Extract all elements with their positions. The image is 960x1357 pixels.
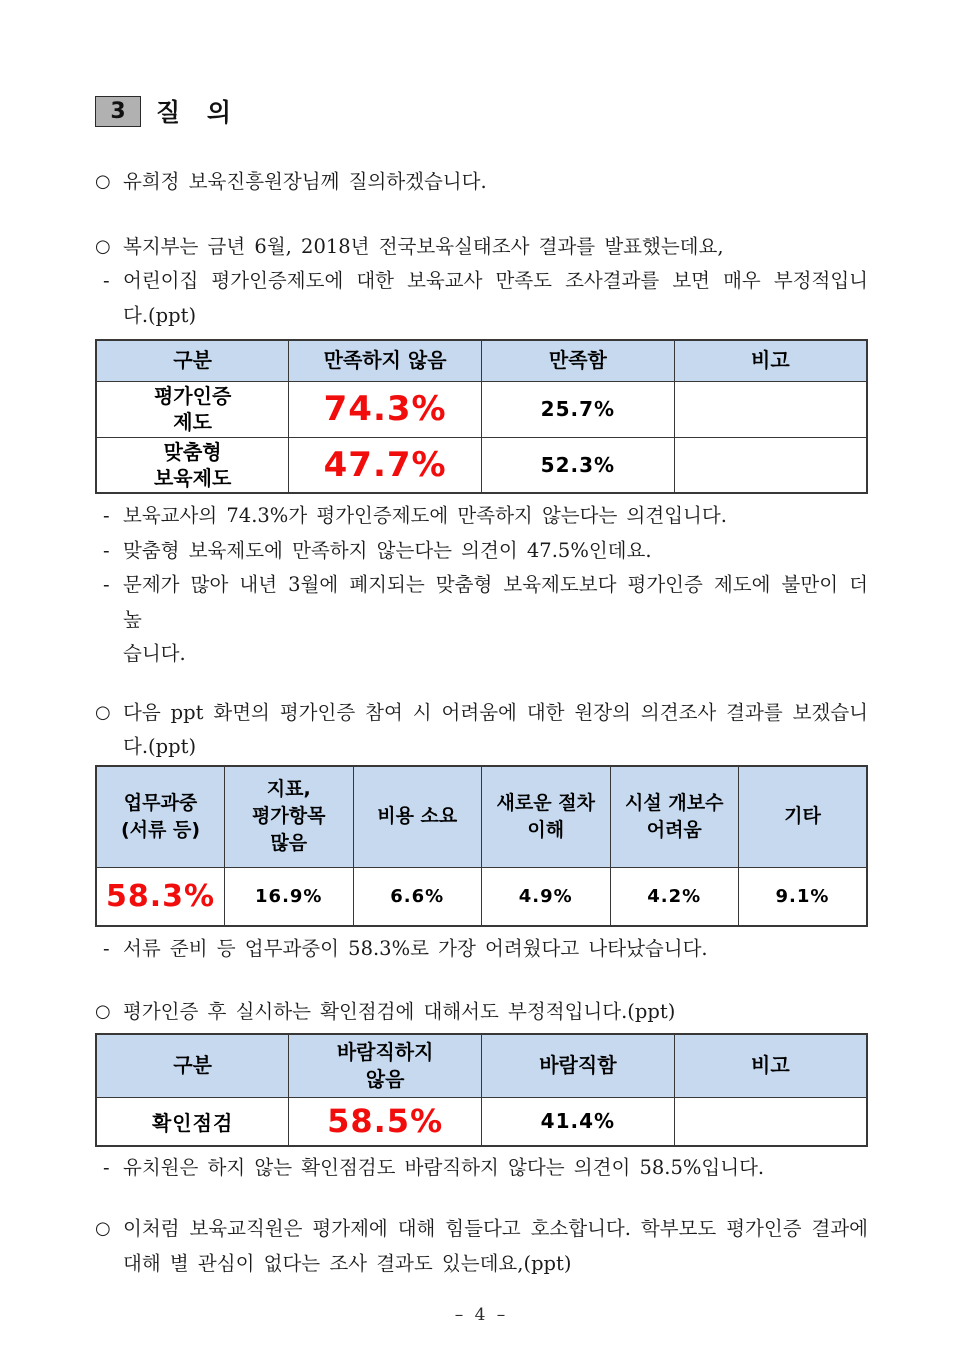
header-cell-category bbox=[96, 1034, 289, 1098]
section-header bbox=[95, 95, 868, 127]
table1-notes bbox=[95, 499, 868, 534]
dash-bullet-marker: - bbox=[103, 504, 110, 527]
circle-bullet-marker: ○ bbox=[95, 1218, 111, 1239]
cell-category bbox=[96, 381, 289, 437]
paragraph-line: 다.(ppt) bbox=[123, 303, 197, 327]
paragraph-line: 대해 별 관심이 없다는 조사 결과도 있는데요,(ppt) bbox=[123, 1251, 572, 1275]
cell-cost-value: 6.6% bbox=[353, 868, 482, 926]
satisfaction-table bbox=[95, 339, 868, 494]
circle-bullet-marker: ○ bbox=[95, 171, 111, 192]
paragraph-line: 문제가 많아 내년 3월에 폐지되는 맞춤형 보육제도보다 평가인증 제도에 불만이 더 높 bbox=[123, 573, 868, 631]
dash-bullet-marker: - bbox=[103, 269, 110, 292]
intro-paragraph bbox=[95, 165, 868, 200]
cell-line: 지표, bbox=[266, 778, 311, 801]
header-cell-new-procedure bbox=[482, 766, 611, 868]
cell-line: 바람직함 bbox=[539, 1053, 617, 1078]
header-cell-other bbox=[739, 766, 868, 868]
cell-negative-value: 58.5% bbox=[289, 1098, 482, 1146]
cell-facility-value: 4.2% bbox=[610, 868, 739, 926]
cell-line: 바람직하지 bbox=[336, 1039, 434, 1064]
cell-note bbox=[674, 1098, 867, 1146]
difficulty-paragraph bbox=[95, 696, 868, 765]
paragraph-line: 맞춤형 보육제도에 만족하지 않는다는 의견이 47.5%인데요. bbox=[123, 538, 652, 562]
cell-positive-value: 41.4% bbox=[482, 1098, 675, 1146]
inspection-paragraph bbox=[95, 995, 868, 1030]
dash-bullet-marker: - bbox=[103, 538, 110, 562]
header-cell-workload bbox=[96, 766, 225, 868]
cell-line: 비고 bbox=[751, 1053, 790, 1078]
cell-line: 많음 bbox=[270, 832, 308, 855]
table1-notes bbox=[95, 534, 868, 569]
section-title: 질 의 bbox=[156, 98, 241, 127]
cell-note bbox=[674, 437, 867, 493]
section-number: 3 bbox=[110, 98, 126, 124]
paragraph-line: 이처럼 보육교직원은 평가제에 대해 힘들다고 호소합니다. 학부모도 평가인증 결과에 bbox=[123, 1217, 868, 1240]
survey-sub-paragraph bbox=[95, 264, 868, 333]
cell-positive-value: 52.3% bbox=[482, 437, 675, 493]
circle-bullet-marker: ○ bbox=[95, 235, 111, 257]
cell-other-value: 9.1% bbox=[739, 868, 868, 926]
cell-line: 이해 bbox=[527, 818, 565, 841]
header-cell-facility bbox=[610, 766, 739, 868]
cell-line: 평가항목 bbox=[252, 805, 326, 828]
cell-line: 새로운 절차 bbox=[496, 791, 595, 814]
header-cell-desirable bbox=[482, 1034, 675, 1098]
closing-paragraph bbox=[95, 1212, 868, 1281]
inspection-table bbox=[95, 1033, 868, 1147]
cell-line: 비용 소요 bbox=[377, 805, 458, 828]
cell-line: 않음 bbox=[365, 1066, 405, 1091]
cell-line: 보육제도 bbox=[153, 465, 232, 490]
cell-line: 평가인증 bbox=[153, 384, 232, 408]
paragraph-line: 유치원은 하지 않는 확인점검도 바람직하지 않다는 의견이 58.5%입니다. bbox=[123, 1155, 765, 1179]
table-row bbox=[96, 381, 867, 437]
cell-category: 확인점검 bbox=[96, 1098, 289, 1146]
table1-notes bbox=[95, 568, 868, 672]
paragraph-line: 유희정 보육진흥원장님께 질의하겠습니다. bbox=[123, 170, 487, 193]
circle-bullet-marker: ○ bbox=[95, 701, 111, 723]
paragraph-line: 서류 준비 등 업무과중이 58.3%로 가장 어려웠다고 나타났습니다. bbox=[123, 936, 708, 960]
cell-line: 제도 bbox=[173, 410, 212, 434]
cell-note bbox=[674, 381, 867, 437]
header-cell-cost bbox=[353, 766, 482, 868]
header-cell-note bbox=[674, 1034, 867, 1098]
dash-bullet-marker: - bbox=[103, 573, 110, 596]
cell-line: (서류 등) bbox=[120, 818, 201, 841]
cell-line: 기타 bbox=[784, 805, 821, 828]
difficulty-table bbox=[95, 765, 868, 927]
cell-negative-value: 47.7% bbox=[289, 437, 482, 493]
cell-indicators-value: 16.9% bbox=[225, 868, 354, 926]
cell-line: 시설 개보수 bbox=[625, 791, 724, 814]
cell-line: 맞춤형 bbox=[163, 439, 222, 464]
paragraph-line: 다.(ppt) bbox=[123, 735, 197, 758]
header-cell-undesirable bbox=[289, 1034, 482, 1098]
dash-bullet-marker: - bbox=[103, 1155, 110, 1179]
cell-line: 업무과중 bbox=[123, 791, 198, 814]
table-header-row bbox=[96, 1034, 867, 1098]
paragraph-line: 다음 ppt 화면의 평가인증 참여 시 어려움에 대한 원장의 의견조사 결과를 보겠습니 bbox=[123, 700, 868, 724]
page-number: – 4 – bbox=[454, 1305, 506, 1325]
table-header-row bbox=[96, 340, 867, 381]
table-row bbox=[96, 1098, 867, 1146]
dash-bullet-marker: - bbox=[103, 936, 110, 960]
survey-lead-paragraph bbox=[95, 230, 868, 265]
table-row bbox=[96, 437, 867, 493]
cell-line: 구분 bbox=[173, 1053, 212, 1078]
cell-positive-value: 25.7% bbox=[482, 381, 675, 437]
paragraph-line: 복지부는 금년 6월, 2018년 전국보육실태조사 결과를 발표했는데요, bbox=[123, 234, 724, 258]
table-row bbox=[96, 868, 867, 926]
section-number-box bbox=[95, 96, 141, 127]
cell-workload-value: 58.3% bbox=[96, 868, 225, 926]
paragraph-line: 평가인증 후 실시하는 확인점검에 대해서도 부정적입니다.(ppt) bbox=[123, 1000, 676, 1023]
header-cell-not-satisfied: 만족하지 않음 bbox=[289, 340, 482, 381]
circle-bullet-marker: ○ bbox=[95, 1001, 111, 1022]
header-cell-category: 구분 bbox=[96, 340, 289, 381]
header-cell-note: 비고 bbox=[674, 340, 867, 381]
cell-negative-value: 74.3% bbox=[289, 381, 482, 437]
table3-note bbox=[95, 1151, 868, 1186]
paragraph-line: 보육교사의 74.3%가 평가인증제도에 만족하지 않는다는 의견입니다. bbox=[123, 504, 727, 527]
paragraph-line: 습니다. bbox=[123, 642, 186, 665]
header-cell-indicators bbox=[225, 766, 354, 868]
table2-note bbox=[95, 932, 868, 967]
cell-line: 어려움 bbox=[646, 818, 702, 841]
cell-new-procedure-value: 4.9% bbox=[482, 868, 611, 926]
header-cell-satisfied: 만족함 bbox=[482, 340, 675, 381]
table-header-row bbox=[96, 766, 867, 868]
cell-category bbox=[96, 437, 289, 493]
paragraph-line: 어린이집 평가인증제도에 대한 보육교사 만족도 조사결과를 보면 매우 부정적입니 bbox=[123, 269, 868, 292]
